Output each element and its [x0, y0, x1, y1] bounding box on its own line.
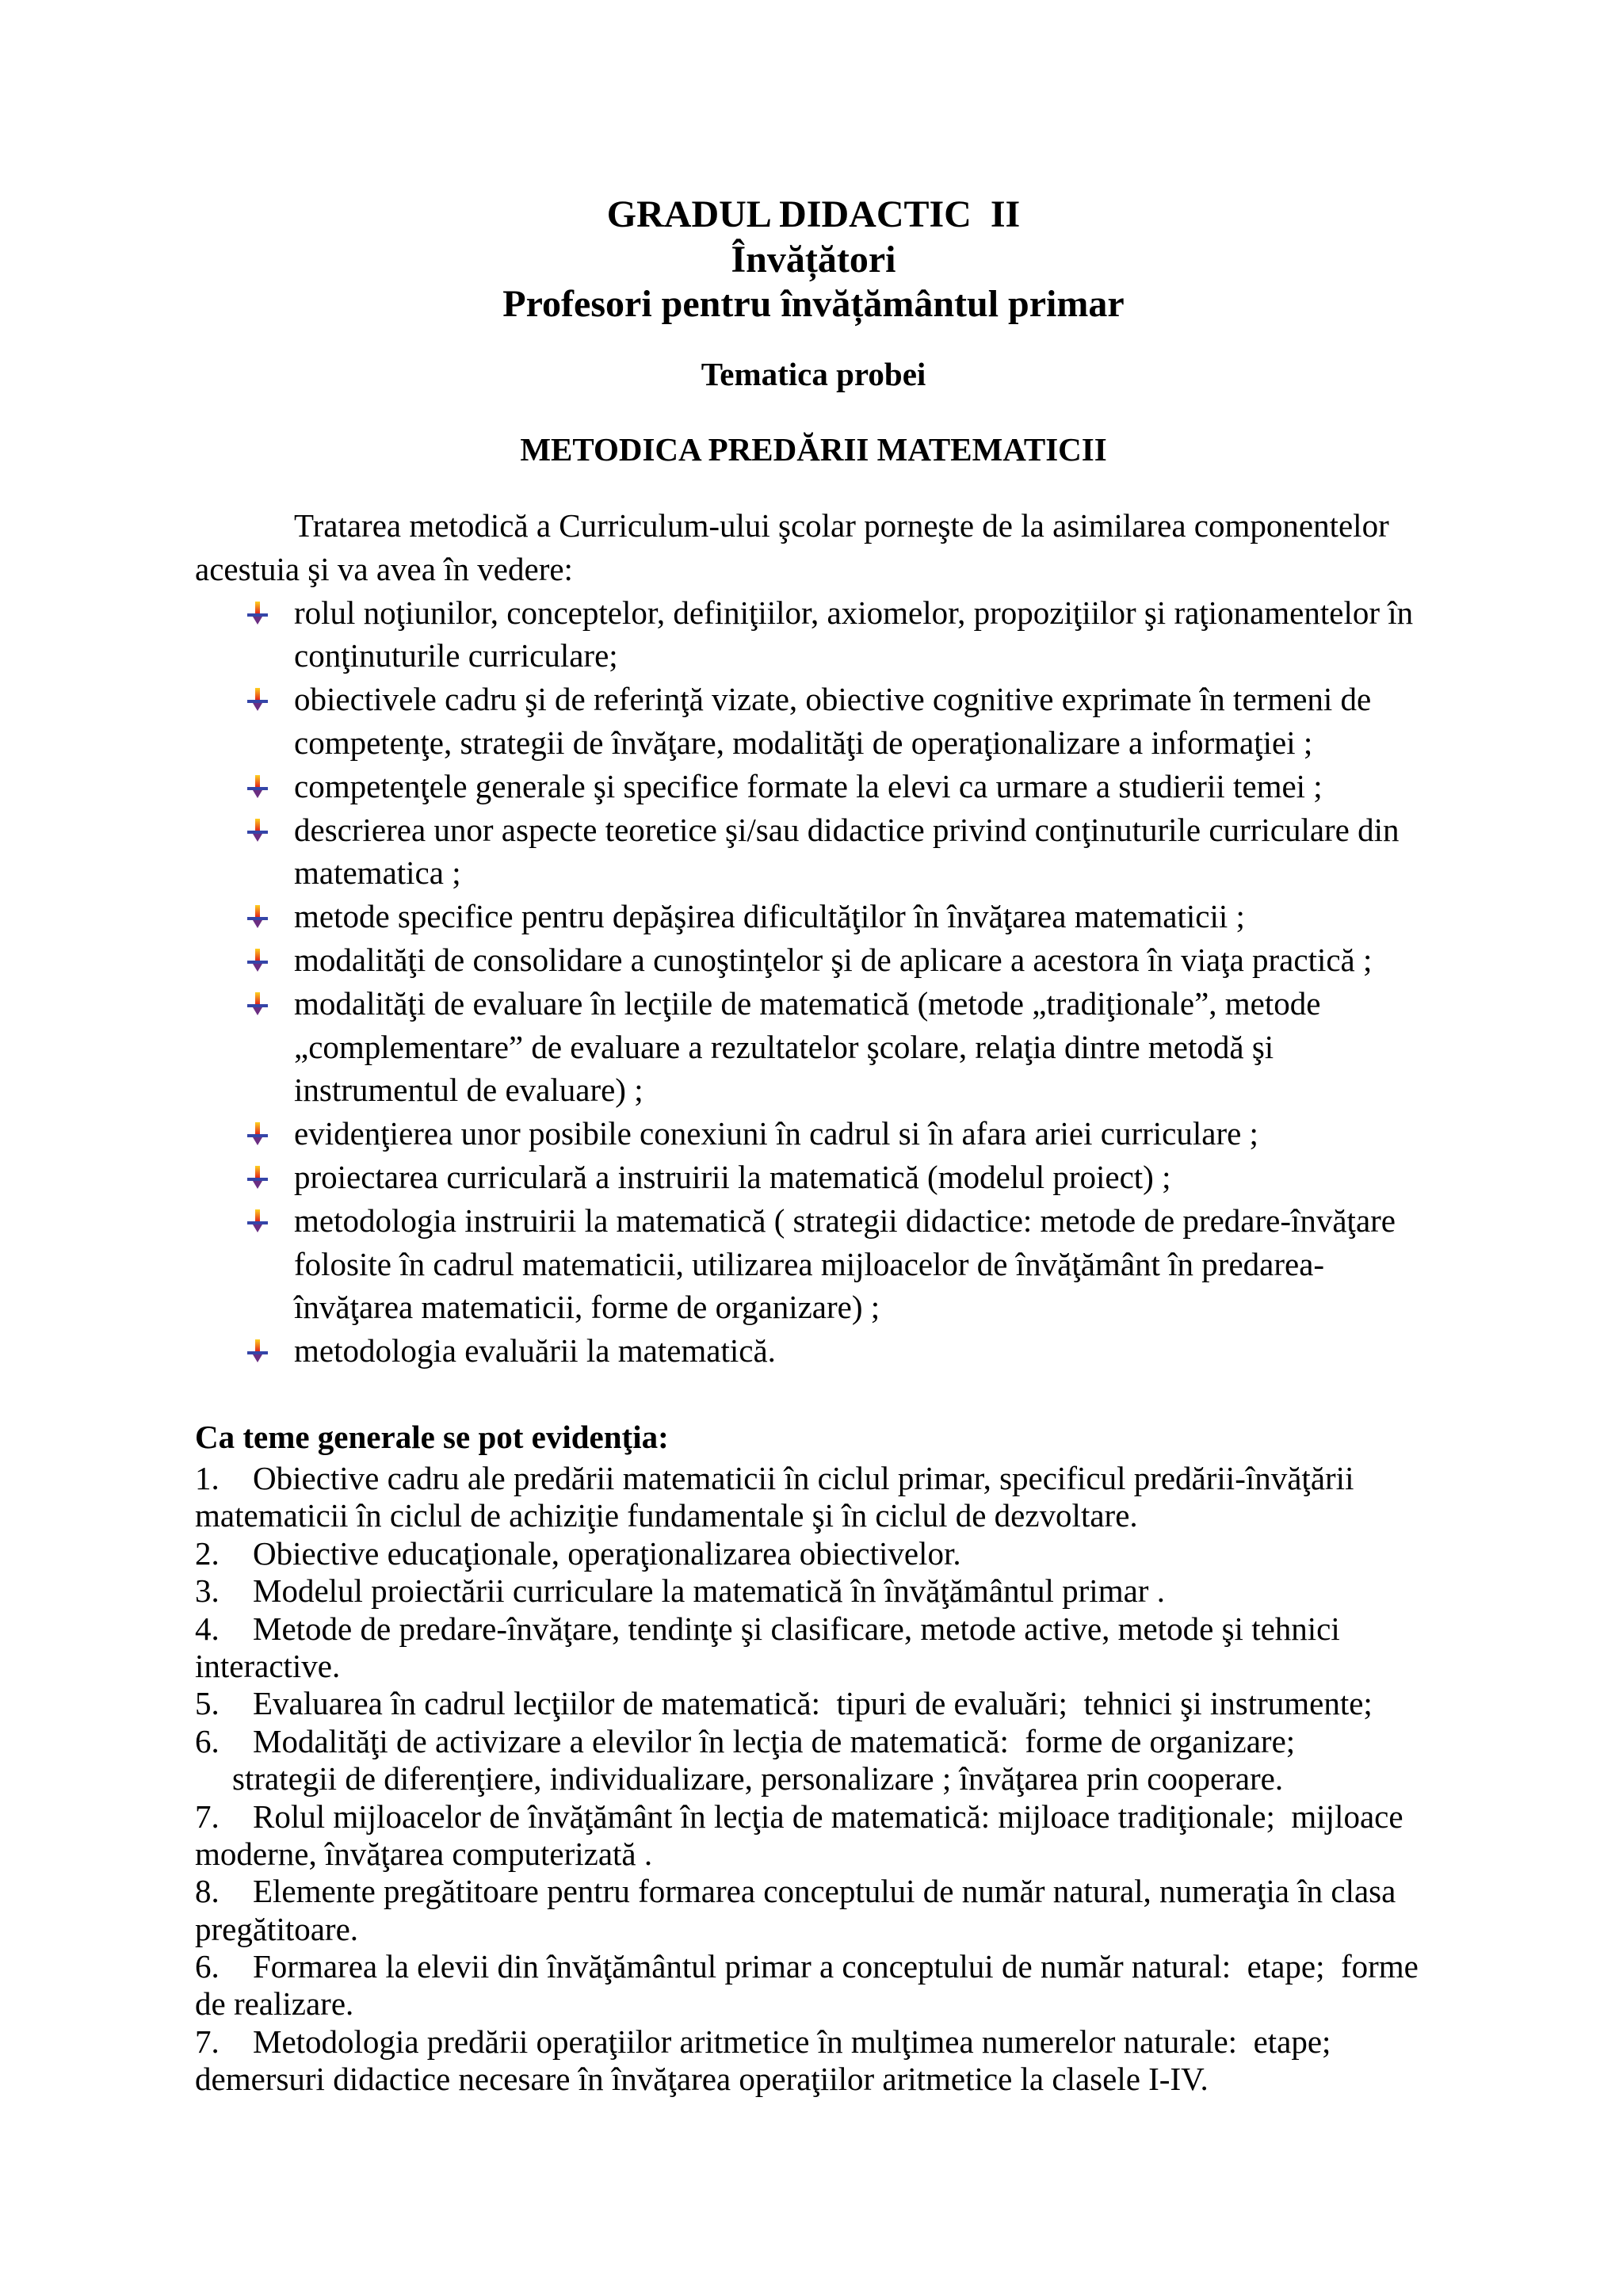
arrow-bullet-icon [246, 1166, 269, 1190]
theme-text: Evaluarea în cadrul lecţiilor de matematică: tipuri de evaluări; tehnici şi instrumente; [253, 1685, 1373, 1722]
title-line: Învățători [731, 238, 896, 281]
bullet-line: instrumentul de evaluare) ; [294, 1072, 643, 1109]
theme-text: Modelul proiectării curriculare la matematică în învăţământul primar . [253, 1572, 1165, 1610]
bullet-line: modalităţi de consolidare a cunoştinţelor şi de aplicare a acestora în viaţa practică ; [294, 941, 1373, 978]
title-line: GRADUL DIDACTIC II [606, 193, 1021, 235]
theme-line [195, 1572, 1542, 1610]
theme-number: 7. [195, 2023, 220, 2060]
theme-number: 2. [195, 1534, 220, 1572]
theme-number: 7. [195, 1797, 220, 1835]
theme-line: matematicii în ciclul de achiziţie fundamentale şi în ciclul de dezvoltare. [195, 1497, 1138, 1534]
theme-text: Metodologia predării operaţiilor aritmetice în mulţimea numerelor naturale: etape; [253, 2023, 1331, 2060]
intro-line: Tratarea metodică a Curriculum-ului şcolar porneşte de la asimilarea componentelor [294, 507, 1389, 544]
theme-number: 4. [195, 1610, 220, 1647]
theme-item [195, 1535, 1542, 1572]
bullet-line: obiectivele cadru şi de referinţă vizate, obiective cognitive exprimate în termeni de [294, 681, 1372, 718]
bullet-item [195, 1156, 1542, 1199]
theme-line: de realizare. [195, 1985, 354, 2023]
bullet-item [195, 1112, 1542, 1156]
arrow-bullet-icon [246, 1209, 269, 1233]
theme-line: pregătitoare. [195, 1910, 359, 1947]
theme-line [195, 1610, 1542, 1648]
theme-item [195, 1873, 1542, 1948]
theme-line: strategii de diferenţiere, individualizare, personalizare ; învăţarea prin cooperare. [232, 1760, 1284, 1797]
theme-item [195, 2023, 1542, 2099]
bullet-item [195, 1199, 1542, 1329]
arrow-bullet-icon [246, 688, 269, 712]
theme-number: 6. [195, 1722, 220, 1759]
theme-text: Metode de predare-învăţare, tendinţe şi clasificare, metode active, metode şi tehnici [253, 1610, 1340, 1647]
themes-list [195, 1460, 1542, 2099]
theme-text: Rolul mijloacelor de învăţământ în lecţia de matematică: mijloace tradiţionale; mijloace [253, 1797, 1403, 1835]
bullet-item [195, 938, 1542, 982]
bullet-list [195, 591, 1542, 1373]
bullet-line: descrierea unor aspecte teoretice şi/sau didactice privind conţinuturile curriculare din [294, 811, 1400, 848]
theme-line [195, 1798, 1542, 1836]
theme-line: moderne, învăţarea computerizată . [195, 1835, 653, 1872]
arrow-bullet-icon [246, 1122, 269, 1146]
theme-line [195, 1460, 1542, 1497]
document-header [195, 193, 1432, 327]
bullet-line: competenţele generale şi specifice formate la elevi ca urmare a studierii temei ; [294, 767, 1323, 804]
bullet-item [195, 678, 1542, 765]
bullet-item [195, 808, 1542, 896]
arrow-bullet-icon [246, 602, 269, 625]
theme-number: 8. [195, 1873, 220, 1910]
bullet-item [195, 765, 1542, 808]
bullet-item [195, 591, 1542, 678]
theme-item [195, 1723, 1542, 1798]
theme-number: 1. [195, 1460, 220, 1496]
theme-number: 6. [195, 1948, 220, 1985]
theme-line [195, 1535, 1542, 1572]
bullet-line: competenţe, strategii de învăţare, modalităţi de operaţionalizare a informaţiei ; [294, 724, 1313, 761]
section-title: METODICA PREDĂRII MATEMATICII [520, 431, 1107, 468]
bullet-line: matematica ; [294, 854, 461, 892]
theme-line [195, 1723, 1542, 1760]
theme-line [195, 1685, 1542, 1722]
intro-paragraph [195, 504, 1542, 591]
title-line: Profesori pentru învățământul primar [502, 283, 1125, 325]
subtitle: Tematica probei [701, 356, 926, 392]
bullet-line: „complementare” de evaluare a rezultatelor şcolare, relaţia dintre metodă şi [294, 1028, 1274, 1065]
theme-text: Elemente pregătitoare pentru formarea conceptului de număr natural, numeraţia în clasa [253, 1873, 1396, 1910]
arrow-bullet-icon [246, 992, 269, 1016]
theme-line: demersuri didactice necesare în învăţarea operaţiilor aritmetice la clasele I-IV. [195, 2061, 1209, 2098]
theme-text: Obiective educaţionale, operaţionalizarea obiectivelor. [253, 1534, 961, 1572]
bullet-item [195, 982, 1542, 1112]
bullet-line: modalităţi de evaluare în lecţiile de matematică (metode „tradiţionale”, metode [294, 984, 1321, 1022]
theme-text: Modalităţi de activizare a elevilor în lecţia de matematică: forme de organizare; [253, 1722, 1296, 1759]
theme-line [195, 1948, 1542, 1985]
bullet-line: evidenţierea unor posibile conexiuni în cadrul si în afara ariei curriculare ; [294, 1115, 1258, 1152]
bullet-item [195, 1329, 1542, 1373]
bullet-line: conţinuturile curriculare; [294, 637, 618, 674]
theme-item [195, 1685, 1542, 1722]
arrow-bullet-icon [246, 905, 269, 929]
intro-line: acestuia şi va avea în vedere: [195, 550, 573, 587]
bullet-line: metodologia instruirii la matematică ( strategii didactice: metode de predare-învăţare [294, 1201, 1396, 1239]
theme-line [195, 2023, 1542, 2061]
bullet-line: rolul noţiunilor, conceptelor, definiţiilor, axiomelor, propoziţiilor şi raţionamentelor în [294, 594, 1414, 631]
bullet-line: folosite în cadrul matematicii, utilizarea mijloacelor de învăţământ în predarea- [294, 1245, 1325, 1282]
theme-text: Obiective cadru ale predării matematicii în ciclul primar, specificul predării-învăţării [253, 1460, 1354, 1496]
themes-heading: Ca teme generale se pot evidenţia: [195, 1419, 669, 1455]
arrow-bullet-icon [246, 819, 269, 842]
theme-item [195, 1572, 1542, 1610]
theme-item [195, 1798, 1542, 1874]
arrow-bullet-icon [246, 1339, 269, 1363]
bullet-line: metodologia evaluării la matematică. [294, 1332, 776, 1370]
theme-text: Formarea la elevii din învăţământul primar a conceptului de număr natural: etape; forme [253, 1948, 1419, 1985]
theme-number: 3. [195, 1572, 220, 1610]
bullet-line: metode specifice pentru depăşirea dificultăţilor în învăţarea matematicii ; [294, 898, 1245, 935]
bullet-item [195, 895, 1542, 938]
arrow-bullet-icon [246, 775, 269, 799]
theme-line: interactive. [195, 1647, 341, 1684]
theme-line [195, 1873, 1542, 1910]
intro-section [195, 504, 1542, 1373]
theme-item [195, 1460, 1542, 1535]
arrow-bullet-icon [246, 949, 269, 972]
bullet-line: învăţarea matematicii, forme de organizare) ; [294, 1289, 880, 1326]
theme-number: 5. [195, 1685, 220, 1722]
theme-item [195, 1948, 1542, 2023]
bullet-line: proiectarea curriculară a instruirii la matematică (modelul proiect) ; [294, 1158, 1171, 1195]
theme-item [195, 1610, 1542, 1686]
